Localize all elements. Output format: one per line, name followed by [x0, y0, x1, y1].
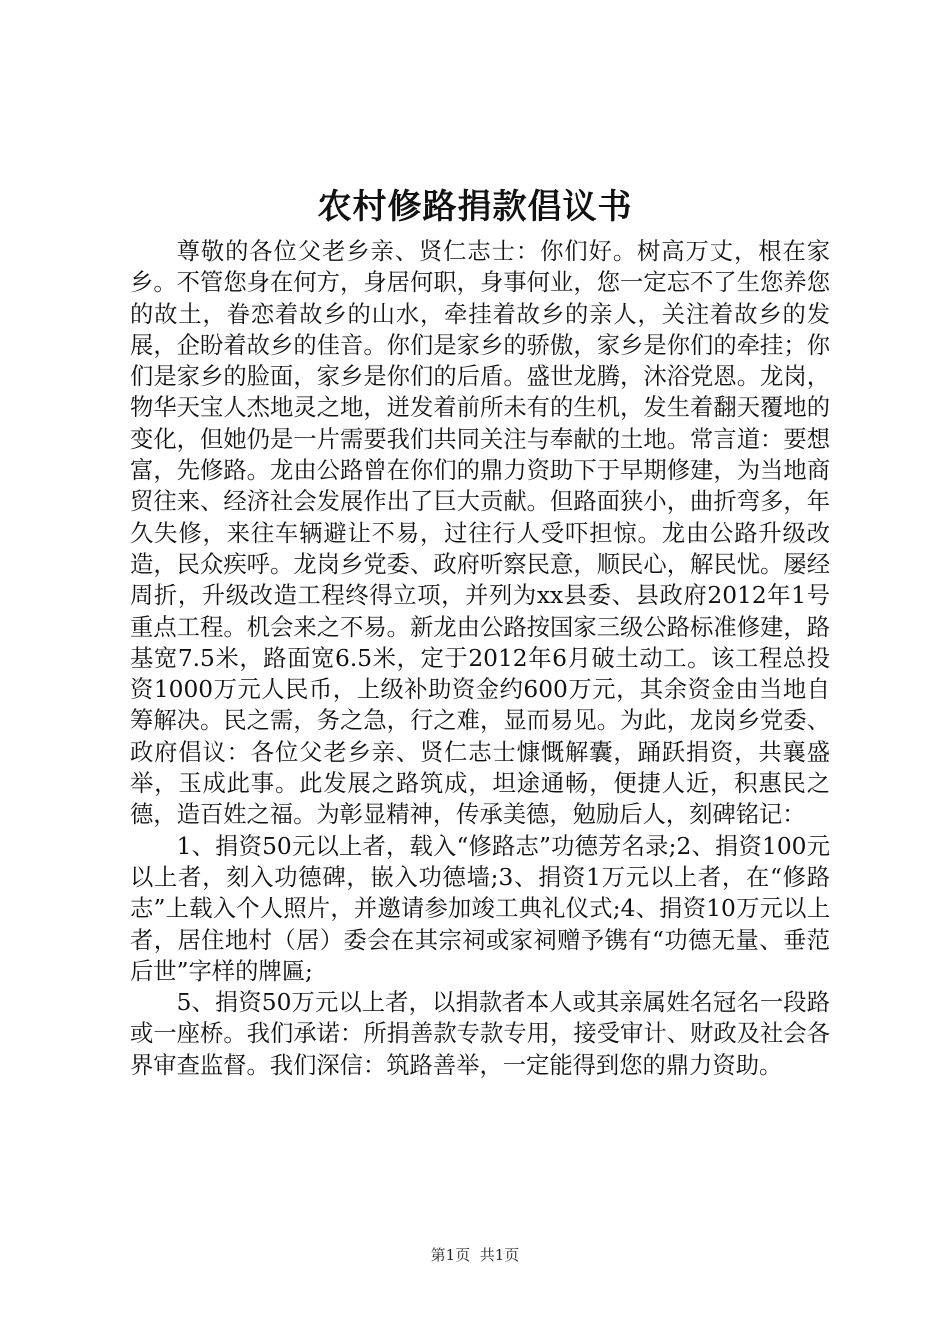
page-footer: [0, 1244, 950, 1266]
page-total: 共1页: [479, 1246, 520, 1264]
document-title: 农村修路捐款倡议书: [317, 187, 633, 227]
body-paragraph-donation-tiers: 1、捐资50元以上者，载入“修路志”功德芳名录;2、捐资100元以上者，刻入功德碑，嵌入功德墙;3、捐资1万元以上者，在“修路志”上载入个人照片，并邀请参加竣工典礼仪式;4、捐资10万元以上者，居住地村（居）委会在其宗祠或家祠赠予镌有“功德无量、垂范后世”字样的牌匾;: [130, 832, 830, 985]
body-paragraph-intro: 尊敬的各位父老乡亲、贤仁志士：你们好。树高万丈，根在家乡。不管您身在何方，身居何职，身事何业，您一定忘不了生您养您的故土，眷恋着故乡的山水，牵挂着故乡的亲人，关注着故乡的发展，企盼着故乡的佳音。你们是家乡的骄傲，家乡是你们的牵挂；你们是家乡的脸面，家乡是你们的后盾。盛世龙腾，沐浴党恩。龙岗，物华天宝人杰地灵之地，迸发着前所未有的生机，发生着翻天覆地的变化，但她仍是一片需要我们共同关注与奉献的土地。常言道：要想富，先修路。龙由公路曾在你们的鼎力资助下于早期修建，为当地商贸往来、经济社会发展作出了巨大贡献。但路面狭小，曲折弯多，年久失修，来往车辆避让不易，过往行人受吓担惊。龙由公路升级改造，民众疾呼。龙岗乡党委、政府听察民意，顺民心，解民忧。屡经周折，升级改造工程终得立项，并列为xx县委、县政府2012年1号重点工程。机会来之不易。新龙由公路按国家三级公路标准修建，路基宽7.5米，路面宽6.5米，定于2012年6月破土动工。该工程总投资1000万元人民币，上级补助资金约600万元，其余资金由当地自筹解决。民之需，务之急，行之难，显而易见。为此，龙岗乡党委、政府倡议：各位父老乡亲、贤仁志士慷慨解囊，踊跃捐资，共襄盛举，玉成此事。此发展之路筑成，坦途通畅，便捷人近，积惠民之德，造百姓之福。为彰显精神，传承美德，勉励后人，刻碑铭记：: [130, 238, 830, 829]
document-body: [130, 236, 830, 1081]
body-paragraph-commitment: 5、捐资50万元以上者，以捐款者本人或其亲属姓名冠名一段路或一座桥。我们承诺：所捐善款专款专用，接受审计、财政及社会各界审查监督。我们深信：筑路善举，一定能得到您的鼎力资助。: [130, 989, 830, 1079]
footer-separator: [470, 1246, 480, 1264]
page-number: 第1页: [430, 1246, 471, 1264]
